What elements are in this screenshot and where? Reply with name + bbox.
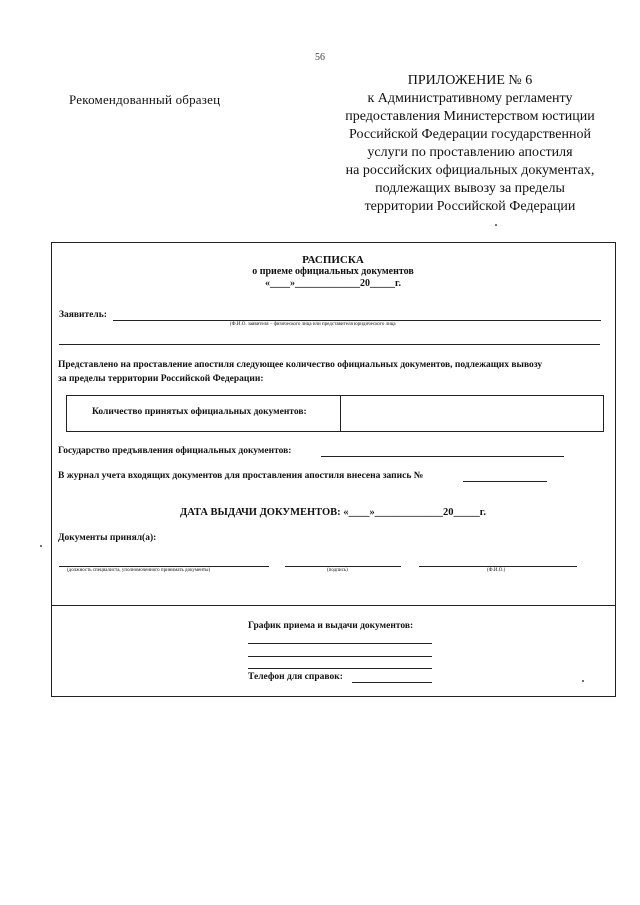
appendix-header: [330, 72, 610, 216]
position-caption: (должность специалиста, уполномоченного принимать документы): [67, 568, 211, 573]
appendix-line: к Административному регламенту: [367, 91, 573, 106]
scan-speck: [40, 545, 42, 547]
issue-date-field[interactable]: ДАТА ВЫДАЧИ ДОКУМЕНТОВ: «____»_____________20_____г.: [179, 507, 487, 518]
receipt-title: РАСПИСКА: [302, 254, 364, 266]
appendix-line: территории Российской Федерации: [364, 199, 576, 214]
document-count-field[interactable]: [342, 397, 600, 429]
receipt-heading: [51, 254, 615, 290]
journal-entry-field[interactable]: [463, 481, 547, 482]
state-label: Государство предъявления официальных документов:: [58, 446, 292, 456]
signature-caption: (подпись): [327, 568, 348, 573]
presented-text-line2: за пределы территории Российской Федерации:: [58, 374, 264, 384]
position-field[interactable]: [59, 566, 269, 567]
appendix-line: на российских официальных документах,: [345, 163, 595, 178]
phone-label: Телефон для справок:: [248, 672, 343, 682]
appendix-line: предоставления Министерством юстиции: [345, 109, 595, 124]
schedule-line[interactable]: [248, 656, 432, 657]
presented-text-line1: Представлено на проставление апостиля следующее количество официальных документов, подлежащих вывозу: [58, 360, 543, 370]
scan-speck: [582, 680, 584, 682]
page-number: 56: [315, 52, 325, 63]
state-field[interactable]: [321, 456, 564, 457]
schedule-label: График приема и выдачи документов:: [248, 621, 414, 631]
schedule-line[interactable]: [248, 668, 432, 669]
appendix-title: ПРИЛОЖЕНИЕ № 6: [407, 73, 533, 88]
applicant-caption: (Ф.И.О. заявителя – физического лица или представителя юридического лица: [230, 322, 396, 327]
accepted-by-label: Документы принял(а):: [58, 533, 157, 543]
scan-speck: [495, 224, 497, 226]
full-name-field[interactable]: [419, 566, 577, 567]
receipt-date-field[interactable]: «____»_____________20_____г.: [265, 278, 401, 289]
full-name-caption: (Ф.И.О.): [487, 568, 506, 573]
appendix-line: подлежащих вывозу за пределы: [375, 181, 565, 196]
applicant-field[interactable]: [113, 320, 601, 321]
appendix-line: Российской Федерации государственной: [349, 127, 591, 142]
schedule-line[interactable]: [248, 643, 432, 644]
phone-field[interactable]: [352, 682, 432, 683]
form-divider: [51, 605, 615, 606]
document-count-separator: [340, 395, 341, 431]
journal-entry-label: В журнал учета входящих документов для проставления апостиля внесена запись №: [58, 471, 424, 481]
applicant-label: Заявитель:: [59, 310, 107, 320]
applicant-field-line2[interactable]: [59, 344, 600, 345]
recommended-sample-label: Рекомендованный образец: [69, 92, 221, 107]
receipt-subtitle: о приеме официальных документов: [252, 266, 414, 277]
appendix-line: услуги по проставлению апостиля: [367, 145, 573, 160]
signature-field[interactable]: [285, 566, 401, 567]
document-count-label: Количество принятых официальных документов:: [92, 407, 307, 417]
